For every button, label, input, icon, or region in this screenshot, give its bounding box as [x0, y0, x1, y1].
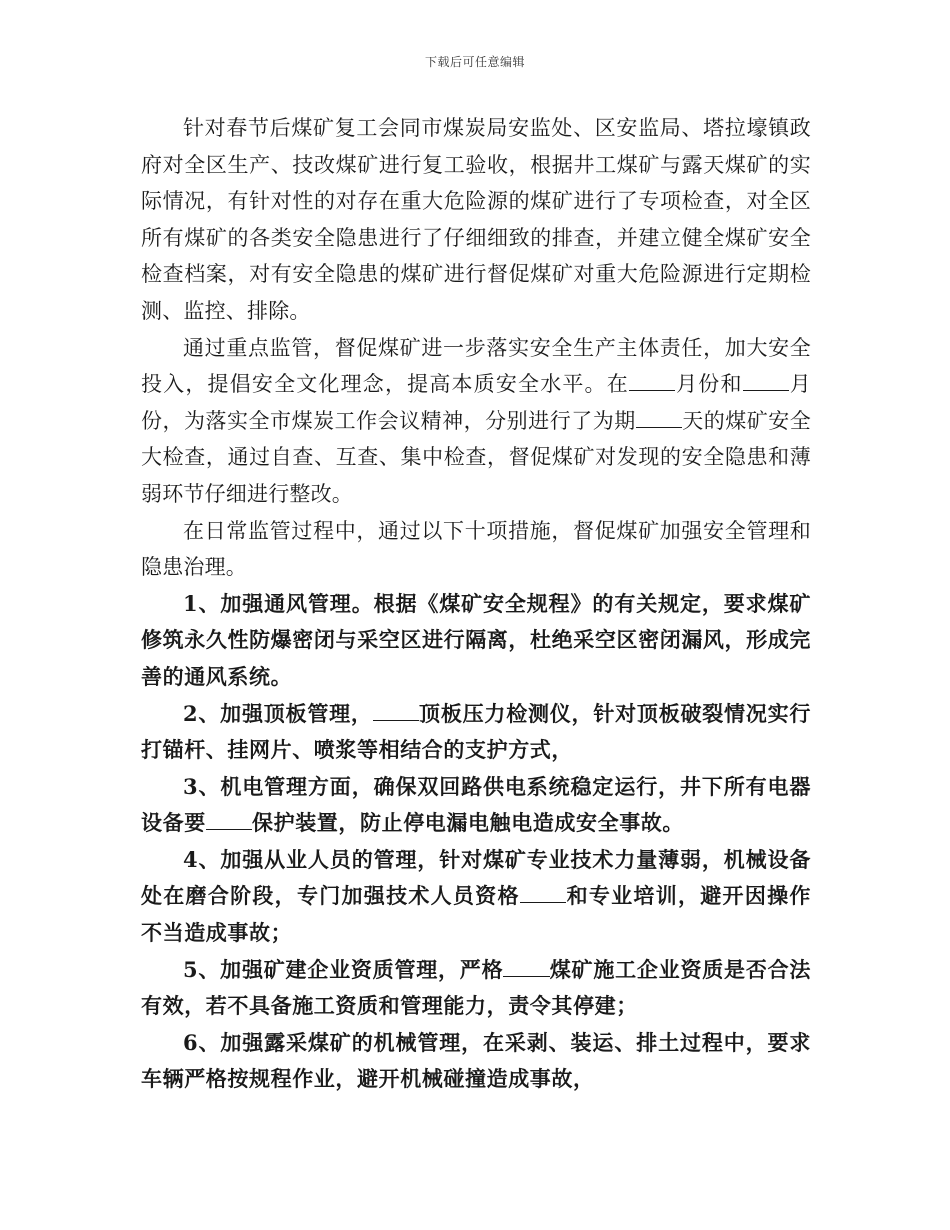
- header-note: 下载后可任意编辑: [424, 55, 525, 69]
- paragraph-text: 通过重点监管，督促煤矿进一步落实安全生产主体责任，加大安全投入，提倡安全文化理念，提高本质安全水平。在: [141, 335, 811, 397]
- measure-text: 顶板压力检测仪，针对顶板破裂情况实行打锚杆、挂网片、喷浆等相结合的支护方式，: [141, 700, 811, 763]
- measure-item-electromechanical: [141, 769, 811, 842]
- fill-blank: [206, 809, 252, 830]
- fill-blank: [629, 370, 675, 391]
- measure-text: 保护装置，防止停电漏电触电造成安全事故。: [252, 810, 684, 836]
- paragraph-text: 月份和: [675, 372, 743, 397]
- measure-item-personnel: [141, 842, 811, 952]
- paragraph-inspection: 针对春节后煤矿复工会同市煤炭局安监处、区安监局、塔拉壕镇政府对全区生产、技改煤矿进行复工验收，根据井工煤矿与露天煤矿的实际情况，有针对性的对存在重大危险源的煤矿进行了专项检查，对全区所有煤矿的各类安全隐患进行了仔细细致的排查，并建立健全煤矿安全检查档案，对有安全隐患的煤矿进行督促煤矿对重大危险源进行定期检测、监控、排除。: [141, 116, 811, 323]
- measure-text: 3、机电管理方面，确保双回路供电系统稳定运行，井下所有电器设备要: [141, 773, 811, 836]
- measure-text: 2、加强顶板管理，: [183, 700, 373, 726]
- fill-blank: [503, 956, 549, 977]
- fill-blank: [520, 883, 566, 904]
- measure-item-qualification: [141, 952, 811, 1025]
- paragraph-text: 天的煤矿安全大检查，通过自查、互查、集中检查，督促煤矿对发现的安全隐患和薄弱环节仔细进行整改。: [141, 408, 811, 506]
- fill-blank: [636, 407, 682, 428]
- paragraph-supervision: [141, 330, 811, 513]
- measure-text: 4、加强从业人员的管理，针对煤矿专业技术力量薄弱，机械设备处在磨合阶段，专门加强技术人员资格: [141, 846, 811, 909]
- measure-text: 煤矿施工企业资质是否合法有效，若不具备施工资质和管理能力，责令其停建；: [141, 956, 811, 1019]
- fill-blank: [373, 700, 419, 721]
- paragraph-measures-intro: 在日常监管过程中，通过以下十项措施，督促煤矿加强安全管理和隐患治理。: [141, 518, 811, 580]
- measure-item-roof: [141, 696, 811, 769]
- measure-item-machinery: 6、加强露采煤矿的机械管理，在采剥、装运、排土过程中，要求车辆严格按规程作业，避开机械碰撞造成事故，: [141, 1029, 811, 1092]
- measure-text: 和专业培训，避开因操作不当造成事故；: [141, 883, 811, 946]
- paragraph-text: 月份，为落实全市煤炭工作会议精神，分别进行了为期: [141, 372, 811, 433]
- measure-item-ventilation: 1、加强通风管理。根据《煤矿安全规程》的有关规定，要求煤矿修筑永久性防爆密闭与采空区进行隔离，杜绝采空区密闭漏风，形成完善的通风系统。: [141, 590, 811, 689]
- document-body: [141, 110, 811, 1098]
- fill-blank: [743, 370, 789, 391]
- measure-text: 5、加强矿建企业资质管理，严格: [183, 956, 504, 982]
